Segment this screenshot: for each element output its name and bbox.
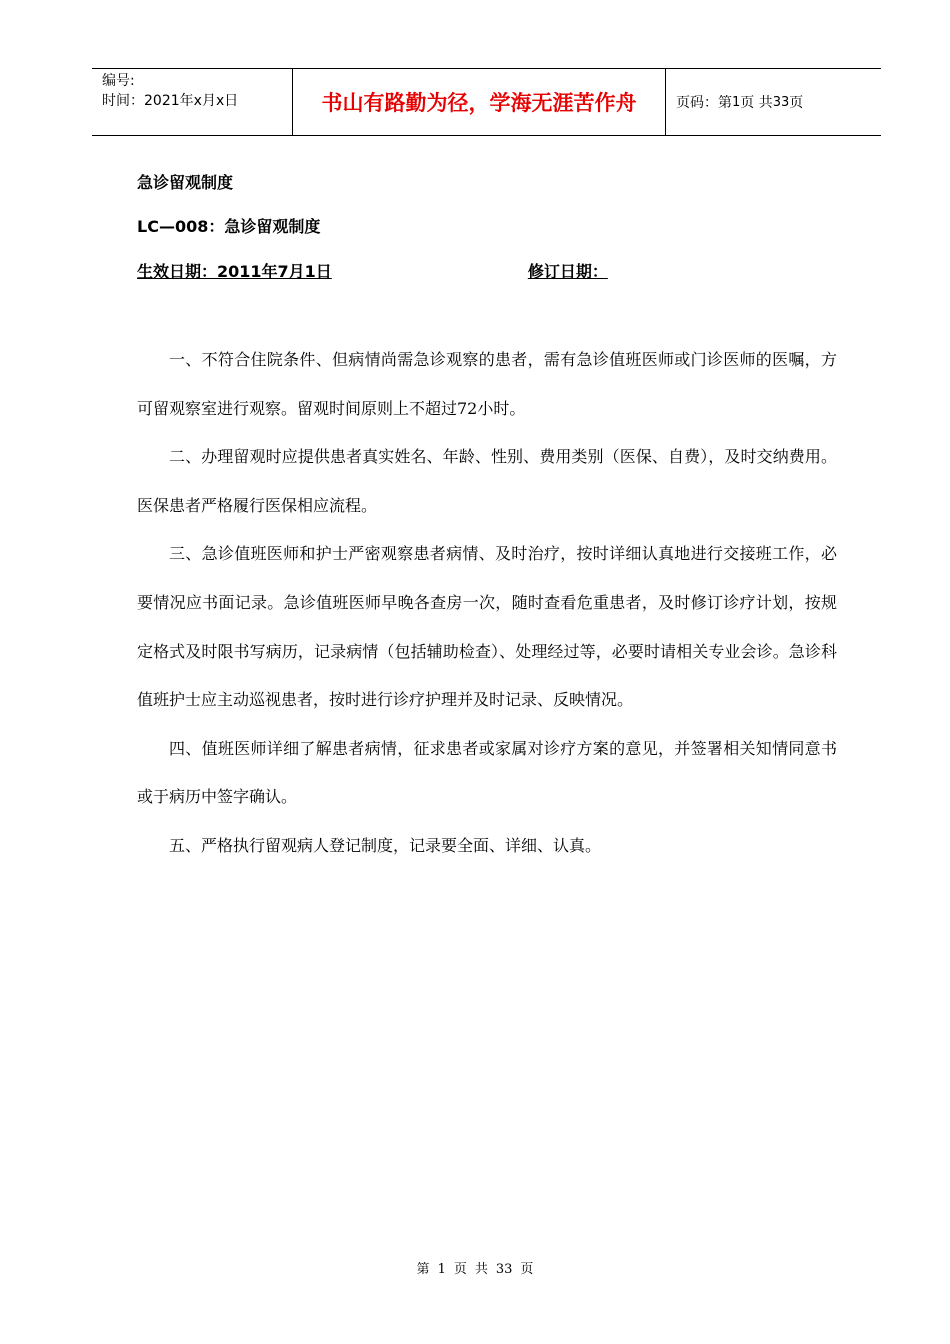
- time-month-unit: 月: [201, 93, 216, 109]
- header-page-info: [666, 69, 881, 135]
- time-line: [102, 91, 292, 111]
- time-year: 2021: [144, 93, 180, 109]
- paragraph-3: 三、急诊值班医师和护士严密观察患者病情、及时治疗，按时详细认真地进行交接班工作，必要情况应书面记录。急诊值班医师早晚各查房一次，随时查看危重患者，及时修订诊疗计划，按规定格式及时限书写病历，记录病情（包括辅助检查）、处理经过等，必要时请相关专业会诊。急诊科值班护士应主动巡视患者，按时进行诊疗护理并及时记录、反映情况。: [137, 544, 837, 710]
- document-body: [137, 336, 837, 871]
- time-day: x: [215, 93, 225, 109]
- header-meta: [92, 69, 293, 135]
- page-label: 页码：第: [676, 95, 732, 111]
- document-title: 急诊留观制度: [137, 173, 234, 192]
- page-unit: 页: [740, 95, 755, 111]
- header-motto: 书山有路勤为径，学海无涯苦作舟: [293, 69, 666, 135]
- footer-total-prefix: 共: [474, 1262, 488, 1277]
- footer-page-prefix: 第: [416, 1262, 430, 1277]
- time-label: 时间：: [102, 93, 144, 109]
- time-day-unit: 日: [224, 93, 239, 109]
- time-month: x: [193, 93, 202, 109]
- effective-date: 生效日期：2011年7月1日: [137, 262, 332, 281]
- footer-total-unit: 页: [520, 1262, 534, 1277]
- number-label: 编号:: [102, 73, 135, 89]
- paragraph-4: 四、值班医师详细了解患者病情，征求患者或家属对诊疗方案的意见，并签署相关知情同意书或于病历中签字确认。: [137, 738, 837, 807]
- page-total: 33: [772, 94, 790, 110]
- page-total-label: 共: [758, 95, 773, 111]
- revised-date: 修订日期：: [527, 262, 608, 281]
- footer-page-current: 1: [437, 1262, 446, 1277]
- page-total-unit: 页: [789, 95, 804, 111]
- date-line: [137, 259, 653, 282]
- page-current: 1: [732, 94, 741, 110]
- footer-page-total: 33: [495, 1262, 513, 1277]
- paragraph-1: 一、不符合住院条件、但病情尚需急诊观察的患者，需有急诊值班医师或门诊医师的医嘱，方可留观察室进行观察。留观时间原则上不超过72小时。: [137, 350, 837, 418]
- time-year-unit: 年: [179, 93, 194, 109]
- page-header: [92, 68, 881, 136]
- document-code-title: LC—008：急诊留观制度: [137, 217, 321, 236]
- footer-page-unit: 页: [453, 1262, 467, 1277]
- paragraph-5: 五、严格执行留观病人登记制度，记录要全面、详细、认真。: [169, 835, 602, 855]
- paragraph-2: 二、办理留观时应提供患者真实姓名、年龄、性别、费用类别（医保、自费），及时交纳费用。医保患者严格履行医保相应流程。: [137, 447, 837, 515]
- page-footer: [0, 1258, 950, 1277]
